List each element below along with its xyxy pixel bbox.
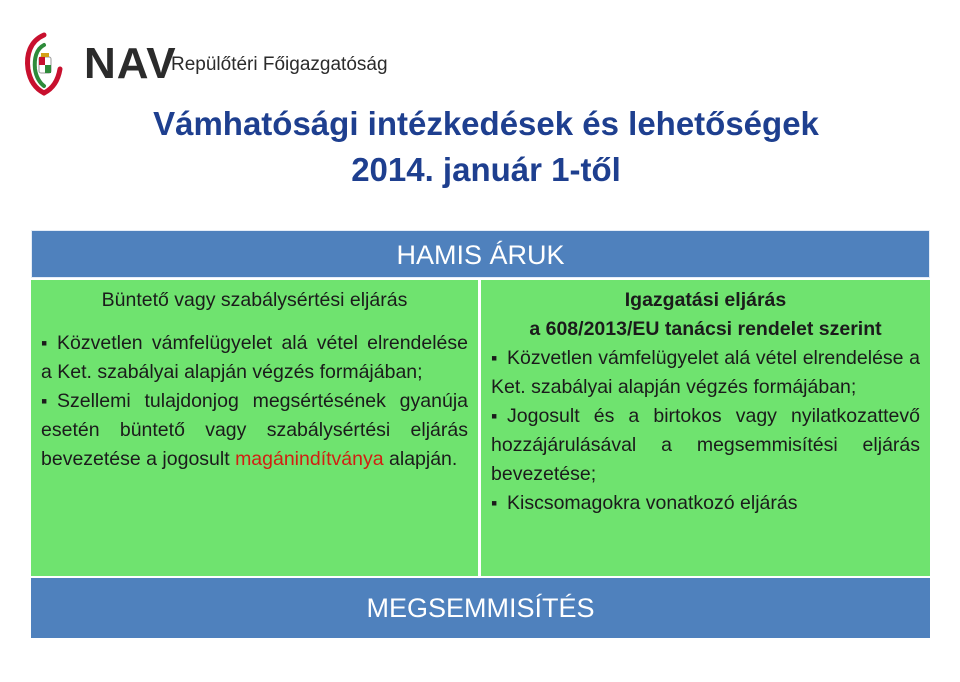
bullet-icon [491,347,507,369]
highlight-text: magánindítványa [235,448,384,470]
left-heading: Büntető vagy szabálysértési eljárás [101,289,408,311]
right-subheading: a 608/2013/EU tanácsi rendelet szerint [529,318,882,340]
right-bullet-2: ▪ Jogosult és a birtokos vagy nyilatkozattevő hozzájárulásával a megsemmisítési eljárás bevezetése; [491,402,920,489]
page-subtitle: 2014. január 1-től [351,151,621,188]
table-footer: MEGSEMMISÍTÉS [31,578,930,638]
left-bullet-2: ▪ Szellemi tulajdonjog megsértésének gyanúja esetén büntető vagy szabálysértési eljárás bevezetése a jogosult magánindítványa alapján. [41,387,468,474]
bullet-icon [491,405,507,427]
page-title: Vámhatósági intézkedések és lehetőségek [153,105,819,142]
left-bullet-1: ▪ Közvetlen vámfelügyelet alá vétel elrendelése a Ket. szabályai alapján végzés formájában; [41,329,468,387]
nav-emblem-icon [22,31,66,97]
bullet-icon [41,390,57,412]
right-column [481,280,930,576]
left-column [31,280,478,576]
table-header: HAMIS ÁRUK [31,230,930,278]
org-name: Repülőtéri Főigazgatóság [171,54,388,75]
logo-text: NAV [84,39,177,88]
comparison-table [31,230,930,640]
right-bullet-3: ▪ Kiscsomagokra vonatkozó eljárás [491,489,920,518]
right-bullet-1: ▪ Közvetlen vámfelügyelet alá vétel elrendelése a Ket. szabályai alapján végzés formájában; [491,344,920,402]
bullet-icon [491,492,507,514]
bullet-icon [41,332,57,354]
right-heading: Igazgatási eljárás [624,289,787,311]
nav-logo [22,28,66,100]
